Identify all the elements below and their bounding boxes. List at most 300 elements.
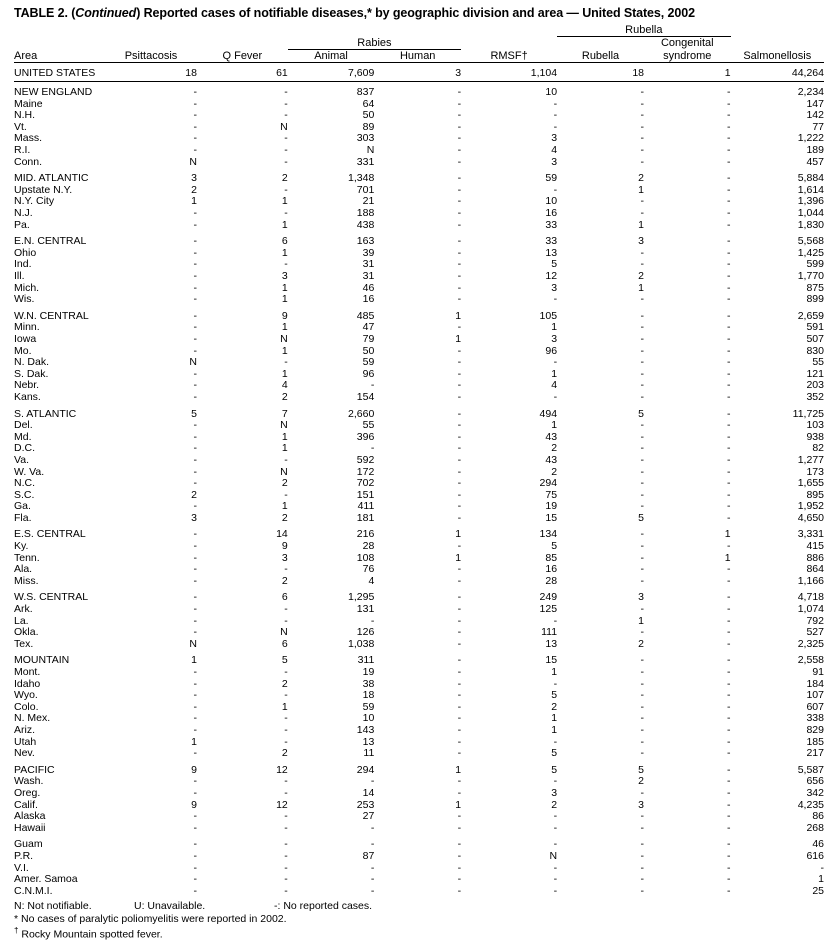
cell-rabies-human: -	[457, 379, 462, 392]
cell-salmonellosis: 86	[812, 810, 824, 823]
cell-congenital-syndrome: -	[727, 207, 731, 220]
cell-psittacosis: -	[193, 390, 197, 403]
cell-rubella: -	[640, 689, 644, 702]
table-row	[14, 679, 824, 691]
cell-rabies-animal: 16	[362, 293, 375, 306]
cell-rmsf: 2	[551, 442, 558, 455]
cell-rubella: -	[640, 321, 644, 334]
cell-salmonellosis: 599	[806, 258, 824, 271]
cell-area: Conn.	[14, 155, 43, 168]
cell-qfever: -	[284, 132, 288, 145]
cell-qfever: 1	[281, 281, 288, 294]
cell-psittacosis: -	[193, 132, 197, 145]
cell-rabies-animal: 19	[362, 666, 375, 678]
cell-psittacosis: -	[193, 563, 197, 576]
cell-rmsf: -	[553, 873, 558, 886]
cell-rabies-human: -	[457, 574, 462, 587]
cell-rmsf: 249	[539, 591, 558, 604]
cell-congenital-syndrome: -	[727, 344, 731, 357]
cell-salmonellosis: 507	[806, 332, 824, 345]
cell-area: Va.	[14, 453, 29, 466]
cell-rubella: 2	[638, 637, 644, 650]
cell-rabies-human: -	[457, 700, 462, 713]
cell-qfever: -	[284, 810, 288, 823]
cell-qfever: -	[284, 614, 288, 627]
cell-rubella: 1	[638, 281, 644, 294]
cell-rubella: -	[640, 488, 644, 501]
cell-rubella: -	[640, 86, 644, 99]
table-row	[14, 357, 824, 369]
cell-congenital-syndrome: -	[727, 775, 731, 788]
cell-rubella: -	[640, 132, 644, 145]
cell-salmonellosis: 415	[806, 540, 824, 553]
cell-psittacosis: 9	[191, 798, 197, 811]
cell-rmsf: 3	[551, 281, 558, 294]
cell-psittacosis: 18	[105, 62, 197, 82]
cell-rmsf: -	[553, 861, 558, 874]
cell-qfever: 14	[276, 528, 288, 541]
cell-salmonellosis: 5,587	[797, 763, 824, 776]
cell-area: Mo.	[14, 344, 32, 357]
cell-rabies-animal: 50	[362, 344, 375, 357]
cell-salmonellosis: 1,166	[797, 574, 824, 587]
cell-rabies-animal: 87	[362, 849, 375, 862]
cell-salmonellosis: 2,325	[797, 637, 824, 650]
cell-congenital-syndrome: -	[727, 235, 731, 248]
cell-rabies-human: -	[457, 183, 462, 196]
cell-qfever: 6	[281, 637, 288, 650]
cell-qfever: -	[284, 488, 288, 501]
cell-congenital-syndrome: -	[727, 747, 731, 760]
cell-salmonellosis: 2,558	[797, 654, 824, 667]
cell-salmonellosis: 1,655	[797, 477, 824, 490]
cell-psittacosis: -	[193, 712, 197, 725]
cell-rubella: -	[640, 884, 644, 897]
cell-congenital-syndrome: -	[727, 712, 731, 725]
cell-congenital-syndrome: -	[727, 810, 731, 823]
cell-area: Del.	[14, 419, 33, 432]
header-spacer-area	[14, 24, 105, 37]
cell-congenital-syndrome: -	[727, 419, 731, 432]
cell-rabies-human: -	[457, 109, 462, 122]
cell-congenital-syndrome: -	[727, 195, 731, 208]
cell-rabies-animal: 592	[356, 453, 375, 466]
table-row	[14, 322, 824, 334]
footnote-no-reported-cases: -: No reported cases.	[274, 900, 373, 913]
cell-rubella: 1	[638, 183, 644, 196]
cell-rabies-animal: 28	[362, 540, 375, 553]
table-body	[14, 62, 824, 897]
cell-area: N.C.	[14, 477, 35, 490]
footnote-dagger-symbol: †	[14, 926, 19, 936]
header-spacer-rmsf	[461, 24, 557, 37]
cell-qfever: -	[284, 786, 288, 799]
cell-qfever: 9	[281, 540, 288, 553]
cell-salmonellosis: 342	[806, 786, 824, 799]
cell-psittacosis: 1	[191, 654, 197, 667]
cell-rabies-animal: 76	[362, 563, 375, 576]
cell-rmsf: 3	[551, 132, 558, 145]
cell-area: N. Dak.	[14, 356, 50, 369]
cell-area: S.C.	[14, 488, 35, 501]
cell-qfever: -	[284, 884, 288, 897]
cell-rmsf: 3	[551, 332, 558, 345]
cell-salmonellosis: 875	[806, 281, 824, 294]
cell-rabies-animal: 396	[356, 430, 375, 443]
table-row	[14, 702, 824, 714]
cell-rabies-animal: 39	[362, 246, 375, 259]
cell-rabies-animal: 131	[356, 603, 375, 616]
cell-qfever: -	[284, 356, 288, 369]
cell-salmonellosis: 4,718	[797, 591, 824, 604]
cell-qfever: -	[284, 735, 288, 748]
cell-qfever: 2	[281, 477, 288, 490]
cell-salmonellosis: 1,425	[797, 246, 824, 259]
cell-rubella: -	[640, 654, 644, 667]
cell-congenital-syndrome: -	[727, 637, 731, 650]
table-row	[14, 334, 824, 346]
header-spacer-qfever-2	[197, 37, 288, 50]
cell-area: UNITED STATES	[14, 62, 105, 82]
cell-congenital-syndrome: -	[727, 735, 731, 748]
header-rabies-human: Human	[399, 49, 436, 62]
cell-rubella: -	[640, 786, 644, 799]
table-row	[14, 587, 824, 604]
cell-rabies-human: -	[457, 637, 462, 650]
cell-salmonellosis: 121	[806, 367, 824, 380]
notifiable-diseases-table	[14, 24, 824, 897]
cell-area: Ga.	[14, 500, 31, 513]
cell-psittacosis: -	[193, 775, 197, 788]
cell-congenital-syndrome: -	[727, 873, 731, 886]
cell-rmsf: 59	[545, 172, 558, 185]
cell-salmonellosis: 1	[818, 873, 824, 886]
cell-qfever: 2	[281, 172, 288, 185]
cell-congenital-syndrome: -	[727, 511, 731, 524]
cell-area: N.J.	[14, 207, 33, 220]
header-salmonellosis: Salmonellosis	[743, 49, 812, 62]
cell-rabies-human: -	[457, 442, 462, 455]
table-row	[14, 886, 824, 898]
table-row	[14, 271, 824, 283]
cell-salmonellosis: 792	[806, 614, 824, 627]
cell-qfever: 12	[276, 798, 288, 811]
cell-rabies-human: -	[457, 235, 462, 248]
table-row	[14, 432, 824, 444]
cell-rabies-human: -	[457, 500, 462, 513]
cell-rabies-animal: 181	[356, 511, 375, 524]
cell-psittacosis: N	[189, 155, 197, 168]
cell-qfever: 1	[281, 430, 288, 443]
cell-rubella: -	[640, 155, 644, 168]
cell-rabies-human: -	[457, 723, 462, 736]
cell-congenital-syndrome: -	[727, 367, 731, 380]
cell-psittacosis: -	[193, 419, 197, 432]
cell-rubella: 3	[638, 235, 644, 248]
header-area: Area	[14, 49, 38, 62]
cell-qfever: 61	[197, 62, 288, 82]
cell-area: E.S. CENTRAL	[14, 528, 86, 541]
cell-rmsf: 5	[551, 540, 558, 553]
cell-rabies-animal: 13	[362, 735, 375, 748]
cell-rabies-human: -	[457, 367, 462, 380]
cell-rmsf: 3	[551, 786, 558, 799]
cell-area: Ky.	[14, 540, 29, 553]
cell-rmsf: 134	[539, 528, 558, 541]
cell-area: NEW ENGLAND	[14, 86, 93, 99]
cell-rmsf: 75	[545, 488, 558, 501]
cell-rabies-animal: 79	[362, 332, 375, 345]
cell-rabies-animal: 96	[362, 367, 375, 380]
cell-psittacosis: -	[193, 786, 197, 799]
table-row	[14, 168, 824, 185]
cell-salmonellosis: 656	[806, 775, 824, 788]
cell-area: C.N.M.I.	[14, 884, 53, 897]
cell-rubella: 5	[638, 511, 644, 524]
table-row	[14, 834, 824, 851]
cell-area: Upstate N.Y.	[14, 183, 73, 196]
cell-psittacosis: -	[193, 700, 197, 713]
cell-salmonellosis: 864	[806, 563, 824, 576]
table-row	[14, 650, 824, 667]
cell-congenital-syndrome: -	[727, 155, 731, 168]
cell-salmonellosis: 11,725	[792, 407, 824, 420]
footnote-legend	[14, 900, 824, 913]
cell-psittacosis: -	[193, 246, 197, 259]
title-continued: Continued	[75, 6, 137, 20]
cell-psittacosis: -	[193, 528, 197, 541]
cell-salmonellosis: 203	[806, 379, 824, 392]
table-row	[14, 306, 824, 323]
cell-rubella: -	[640, 540, 644, 553]
cell-rmsf: 13	[545, 637, 558, 650]
cell-rabies-human: -	[457, 689, 462, 702]
cell-salmonellosis: 189	[806, 144, 824, 157]
cell-rubella: 2	[638, 270, 644, 282]
cell-congenital-syndrome: -	[727, 626, 731, 639]
cell-qfever: 1	[281, 321, 288, 334]
cell-psittacosis: -	[193, 207, 197, 220]
cell-salmonellosis: 1,952	[797, 500, 824, 513]
table-row	[14, 616, 824, 628]
header-spacer-rubella-2	[557, 37, 644, 50]
cell-qfever: 1	[281, 246, 288, 259]
cell-qfever: N	[280, 626, 288, 639]
cell-rabies-human: -	[457, 97, 462, 110]
cell-qfever: -	[284, 97, 288, 110]
cell-salmonellosis: 142	[806, 109, 824, 122]
cell-rmsf: 28	[545, 574, 558, 587]
cell-rabies-animal: 1,295	[348, 591, 375, 604]
cell-psittacosis: 3	[191, 511, 197, 524]
cell-rubella: 2	[638, 172, 644, 185]
table-row	[14, 725, 824, 737]
cell-rabies-animal: N	[366, 144, 375, 157]
cell-psittacosis: -	[193, 120, 197, 133]
cell-rubella: -	[640, 723, 644, 736]
cell-congenital-syndrome: -	[727, 861, 731, 874]
cell-rabies-animal: 485	[356, 309, 375, 322]
cell-rabies-human: 1	[455, 528, 462, 541]
cell-congenital-syndrome: -	[727, 97, 731, 110]
cell-qfever: 4	[281, 379, 288, 392]
cell-rmsf: -	[553, 884, 558, 897]
cell-rubella: -	[640, 97, 644, 110]
cell-congenital-syndrome: -	[727, 453, 731, 466]
cell-qfever: -	[284, 453, 288, 466]
cell-qfever: 1	[281, 367, 288, 380]
cell-rabies-animal: -	[370, 873, 375, 886]
table-row	[14, 455, 824, 467]
cell-rubella: 3	[638, 591, 644, 604]
cell-rubella: -	[640, 344, 644, 357]
cell-congenital-syndrome: -	[727, 144, 731, 157]
cell-congenital-syndrome: -	[727, 109, 731, 122]
cell-rubella: -	[640, 700, 644, 713]
cell-salmonellosis: 1,222	[797, 132, 824, 145]
cell-rabies-human: -	[457, 281, 462, 294]
header-rabies-animal: Animal	[314, 49, 348, 62]
cell-rmsf: -	[553, 775, 558, 788]
table-row	[14, 490, 824, 502]
table-header	[14, 24, 824, 62]
cell-salmonellosis: 4,235	[797, 798, 824, 811]
cell-psittacosis: -	[193, 344, 197, 357]
table-row	[14, 737, 824, 749]
cell-qfever: 1	[281, 344, 288, 357]
cell-salmonellosis: 5,884	[797, 172, 824, 185]
footnote-not-notifiable: N: Not notifiable.	[14, 900, 92, 913]
cell-congenital-syndrome: -	[727, 183, 731, 196]
cell-psittacosis: -	[193, 258, 197, 271]
cell-rmsf: 16	[545, 207, 558, 220]
cell-rabies-animal: 331	[356, 155, 375, 168]
cell-qfever: N	[280, 332, 288, 345]
cell-rabies-animal: 216	[356, 528, 375, 541]
cell-rubella: -	[640, 332, 644, 345]
header-spacer-qfever	[197, 24, 288, 37]
cell-salmonellosis: 147	[806, 97, 824, 110]
cell-psittacosis: -	[193, 500, 197, 513]
header-congenital: Congenital	[660, 37, 714, 49]
cell-congenital-syndrome: 1	[724, 551, 731, 564]
table-row	[14, 639, 824, 651]
cell-rubella: -	[640, 477, 644, 490]
table-row	[14, 667, 824, 679]
cell-rmsf: 105	[539, 309, 558, 322]
header-qfever: Q Fever	[222, 49, 263, 62]
cell-rabies-human: -	[457, 747, 462, 760]
cell-psittacosis: -	[193, 430, 197, 443]
header-spacer-area-2	[14, 37, 105, 50]
cell-rabies-animal: 14	[362, 786, 375, 799]
cell-rabies-human: -	[457, 86, 462, 99]
cell-area: Md.	[14, 430, 32, 443]
header-syndrome: syndrome	[663, 49, 712, 62]
cell-rabies-animal: -	[370, 821, 375, 834]
table-row	[14, 369, 824, 381]
cell-rubella: -	[640, 838, 644, 851]
cell-rubella: -	[640, 810, 644, 823]
cell-rabies-human: -	[457, 465, 462, 478]
cell-rabies-human: 3	[374, 62, 461, 82]
cell-psittacosis: -	[193, 293, 197, 306]
cell-rabies-human: -	[457, 356, 462, 369]
cell-salmonellosis: 268	[806, 821, 824, 834]
cell-rabies-animal: 7,609	[288, 62, 375, 82]
cell-qfever: -	[284, 86, 288, 99]
cell-area: Alaska	[14, 810, 46, 823]
table-row	[14, 196, 824, 208]
cell-qfever: -	[284, 861, 288, 874]
cell-rmsf: -	[553, 97, 558, 110]
cell-rmsf: 4	[551, 379, 558, 392]
cell-rabies-animal: 55	[362, 419, 375, 432]
cell-rabies-animal: -	[370, 861, 375, 874]
cell-congenital-syndrome: -	[727, 390, 731, 403]
header-spacer-rabies-1	[288, 24, 375, 37]
title-prefix: TABLE 2. (	[14, 6, 76, 20]
header-group-rubella: Rubella	[557, 24, 730, 37]
cell-qfever: -	[284, 207, 288, 220]
cell-congenital-syndrome: -	[727, 246, 731, 259]
cell-rabies-human: -	[457, 861, 462, 874]
cell-rmsf: 16	[545, 563, 558, 576]
cell-psittacosis: 3	[191, 172, 197, 185]
cell-rabies-animal: 59	[362, 700, 375, 713]
cell-rabies-animal: 64	[362, 97, 375, 110]
cell-qfever: 2	[281, 677, 288, 690]
cell-salmonellosis: 184	[806, 677, 824, 690]
footnote-dagger	[14, 925, 824, 941]
cell-rabies-animal: 701	[356, 183, 375, 196]
cell-area: MOUNTAIN	[14, 654, 70, 667]
cell-congenital-syndrome: -	[727, 430, 731, 443]
cell-psittacosis: N	[189, 356, 197, 369]
table-row	[14, 133, 824, 145]
table-row	[14, 231, 824, 248]
table-row	[14, 145, 824, 157]
cell-rmsf: 10	[545, 195, 558, 208]
cell-qfever: 1	[281, 218, 288, 231]
cell-area: Minn.	[14, 321, 40, 334]
cell-rabies-animal: 172	[356, 465, 375, 478]
cell-congenital-syndrome: -	[727, 574, 731, 587]
table-row	[14, 62, 824, 82]
cell-area: Tex.	[14, 637, 34, 650]
cell-rabies-animal: 46	[362, 281, 375, 294]
cell-psittacosis: -	[193, 540, 197, 553]
cell-rabies-human: -	[457, 430, 462, 443]
cell-congenital-syndrome: -	[727, 821, 731, 834]
cell-area: Ark.	[14, 603, 33, 616]
header-spacer-rabies-2	[374, 24, 461, 37]
cell-rabies-human: 1	[455, 798, 462, 811]
table-row	[14, 513, 824, 525]
header-group-rabies: Rabies	[288, 37, 461, 50]
cell-congenital-syndrome: -	[727, 218, 731, 231]
cell-rmsf: 494	[539, 407, 558, 420]
cell-rubella: 18	[557, 62, 644, 82]
cell-psittacosis: -	[193, 838, 197, 851]
cell-qfever: -	[284, 183, 288, 196]
cell-rabies-animal: 154	[356, 390, 375, 403]
cell-rabies-human: -	[457, 626, 462, 639]
cell-area: Mich.	[14, 281, 40, 294]
cell-rmsf: 85	[545, 551, 558, 564]
cell-area: Wyo.	[14, 689, 38, 702]
table-row	[14, 874, 824, 886]
